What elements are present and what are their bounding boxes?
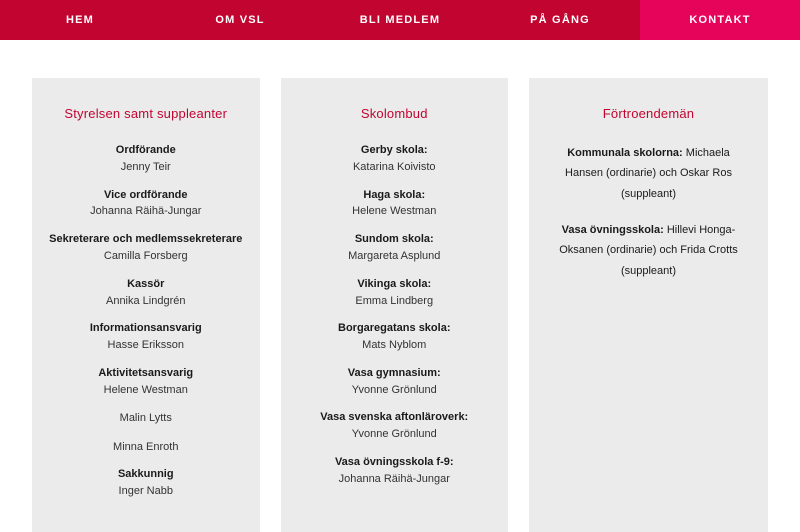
- entry-name: Johanna Räihä-Jungar: [90, 205, 202, 218]
- entry-name: Michaela Hansen (ordinarie) och Oskar Ros (suppleant): [565, 147, 732, 200]
- entry-name: Jenny Teir: [120, 160, 171, 173]
- list-item: [48, 321, 244, 355]
- entry-name: Yvonne Grönlund: [351, 428, 437, 441]
- entry-name: Emma Lindberg: [355, 294, 434, 307]
- entry-role: Vice ordförande: [103, 188, 188, 201]
- list-item: [297, 410, 493, 444]
- list-item: [297, 455, 493, 489]
- entry-name: Annika Lindgrén: [105, 294, 186, 307]
- entry-name: Helene Westman: [103, 383, 188, 396]
- nav-item-kontakt[interactable]: KONTAKT: [640, 0, 800, 40]
- list-item: [48, 277, 244, 311]
- main-navigation: [0, 0, 800, 40]
- list-item: [48, 232, 244, 266]
- card-fortroendeman: [529, 78, 768, 532]
- entry-role: Borgaregatans skola:: [338, 322, 451, 335]
- entry-name: Yvonne Grönlund: [351, 383, 437, 396]
- list-item: [545, 143, 752, 204]
- entry-role: Sekreterare och medlemssekreterare: [49, 233, 243, 246]
- entry-name: Minna Enroth: [113, 440, 179, 453]
- list-item: [297, 321, 493, 355]
- entry-name: Margareta Asplund: [348, 250, 441, 262]
- card-title-fortroendeman: Förtroendemän: [602, 106, 695, 121]
- entry-name: Johanna Räihä-Jungar: [338, 472, 450, 485]
- card-title-skolombud: Skolombud: [360, 106, 428, 121]
- entry-role: Ordförande: [115, 144, 176, 156]
- content-area: [0, 40, 800, 532]
- entry-role: Haga skola:: [363, 188, 426, 201]
- entry-name: Helene Westman: [352, 205, 437, 218]
- entry-role: Vasa övningsskola:: [561, 224, 664, 237]
- entry-name: Hasse Eriksson: [107, 339, 184, 352]
- list-item: [48, 467, 244, 501]
- entry-role: Sakkunnig: [117, 468, 174, 481]
- entry-role: Gerby skola:: [360, 144, 428, 156]
- entry-name: Camilla Forsberg: [103, 250, 188, 262]
- entry-role: Aktivitetsansvarig: [98, 366, 194, 379]
- entry-role: Informationsansvarig: [89, 322, 202, 335]
- list-item: [48, 366, 244, 400]
- nav-item-bli-medlem[interactable]: BLI MEDLEM: [359, 14, 441, 26]
- entry-role: Kassör: [127, 277, 165, 290]
- list-item: [297, 277, 493, 311]
- card-skolombud: [281, 78, 509, 532]
- entry-role: Sundom skola:: [354, 233, 434, 246]
- nav-item-om-vsl[interactable]: OM VSL: [215, 14, 265, 26]
- list-item: [48, 143, 244, 177]
- entry-role: Kommunala skolorna:: [567, 147, 683, 159]
- entry-name: Hillevi Honga-Oksanen (ordinarie) och Frida Crotts (suppleant): [559, 224, 738, 277]
- list-item: [48, 188, 244, 222]
- entry-name: Malin Lytts: [119, 412, 172, 425]
- entry-role: Vikinga skola:: [357, 277, 432, 290]
- nav-item-hem[interactable]: HEM: [65, 14, 95, 26]
- entry-role: Vasa övningsskola f-9:: [334, 455, 454, 468]
- entry-role: Vasa svenska aftonläroverk:: [320, 411, 469, 424]
- list-item: [297, 366, 493, 400]
- entry-role: Vasa gymnasium:: [347, 366, 441, 379]
- list-item: [297, 232, 493, 266]
- list-item: [297, 143, 493, 177]
- list-item: [297, 188, 493, 222]
- nav-item-pa-gang[interactable]: PÅ GÅNG: [530, 14, 590, 26]
- entry-name: Inger Nabb: [118, 485, 173, 498]
- list-item: [545, 220, 752, 281]
- entry-name: Katarina Koivisto: [352, 160, 436, 173]
- card-styrelsen: [32, 78, 260, 532]
- card-title-styrelsen: Styrelsen samt suppleanter: [64, 106, 228, 121]
- entry-name: Mats Nyblom: [362, 339, 427, 352]
